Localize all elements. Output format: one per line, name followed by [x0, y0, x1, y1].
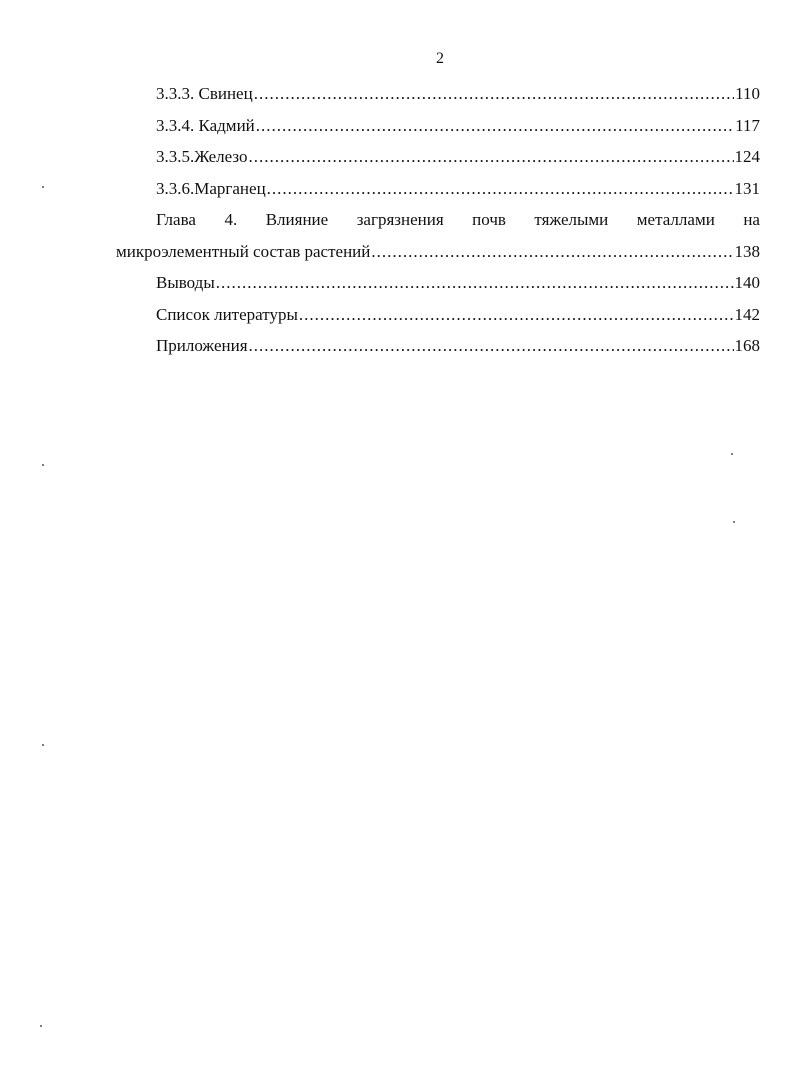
toc-entry-title: 3.3.3. Свинец [156, 84, 253, 103]
toc-entry-title: 3.3.6.Марганец [156, 178, 266, 198]
scan-speck [40, 1025, 42, 1027]
scan-speck [731, 453, 733, 455]
word: почв [472, 210, 506, 229]
toc-entry [116, 110, 760, 142]
word: металлами [636, 210, 715, 229]
toc-entry-page: 117 [735, 115, 760, 135]
toc-entry-title: 3.3.4. Кадмий [156, 115, 255, 135]
toc-entry-page: 138 [734, 241, 760, 261]
toc-entry-title: микроэлементный состав растений [116, 241, 371, 261]
toc-entry [116, 330, 760, 362]
toc-entry [116, 299, 760, 331]
toc-leader [267, 173, 734, 205]
toc-entry-title: 3.3.5.Железо [156, 147, 248, 166]
scan-speck [733, 521, 735, 523]
toc-entry-title: Список литературы [156, 304, 298, 324]
page-number: 2 [436, 50, 444, 67]
toc-chapter4-second-line [116, 236, 760, 268]
toc-entry [116, 78, 760, 110]
scan-speck [42, 464, 44, 466]
toc-entry-title: Выводы [156, 273, 215, 292]
toc-entry [116, 267, 760, 299]
toc-entry-page: 110 [735, 84, 760, 103]
toc-entry-page: 168 [734, 336, 760, 355]
toc-leader [256, 110, 734, 142]
scan-speck [42, 744, 44, 746]
word: тяжелыми [534, 210, 609, 229]
toc-leader [249, 141, 734, 173]
toc-entry-page: 142 [734, 304, 760, 324]
scan-speck [42, 186, 44, 188]
toc-entry [116, 173, 760, 205]
toc-entry-title: Приложения [156, 336, 248, 355]
toc-leader [254, 78, 734, 110]
word: на [743, 210, 760, 229]
toc-leader [249, 330, 734, 362]
toc-leader [371, 236, 733, 268]
word: 4. [224, 210, 238, 229]
word: загрязнения [356, 210, 444, 229]
toc-chapter4-first-line [116, 204, 760, 236]
word: Влияние [265, 210, 329, 229]
word: Глава [156, 210, 196, 229]
toc-leader [216, 267, 734, 299]
toc-entry-page: 131 [734, 178, 760, 198]
toc-entry-page: 124 [734, 147, 760, 166]
toc-entry-page: 140 [734, 273, 760, 292]
toc-leader [299, 299, 734, 331]
table-of-contents [116, 78, 760, 362]
toc-entry [116, 141, 760, 173]
